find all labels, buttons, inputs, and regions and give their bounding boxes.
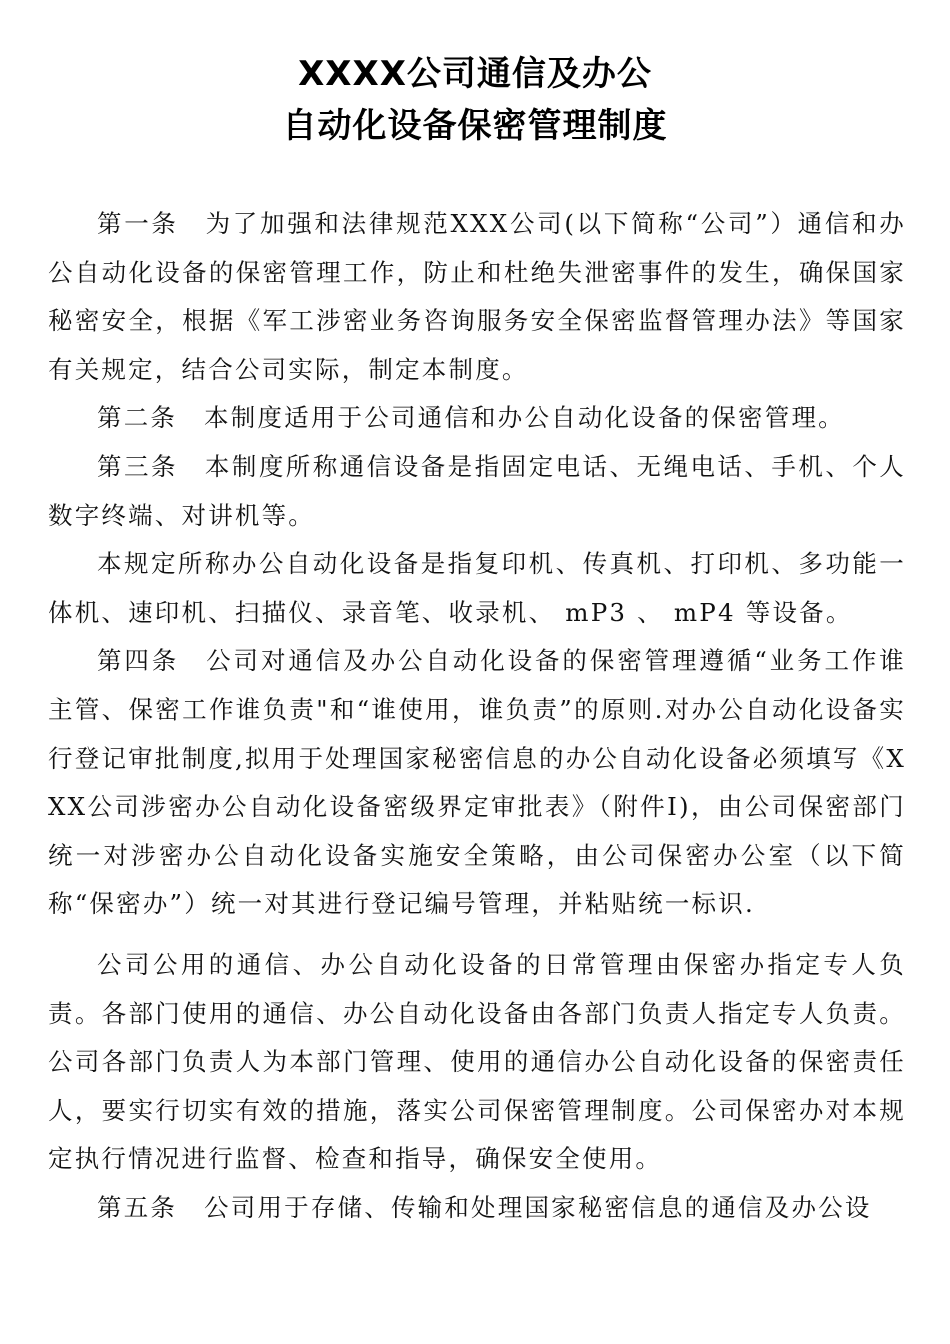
paragraph-article-3-continued xyxy=(48,540,906,637)
paragraph-text: 本规定所称办公自动化设备是指复印机、传真机、打印机、多功能一体机、速印机、扫描仪、录音笔、收录机、 mP3 、 mP4 等设备。 xyxy=(48,549,906,627)
article-number: 第五条 xyxy=(97,1192,178,1222)
paragraph-text: 公司公用的通信、办公自动化设备的日常管理由保密办指定专人负责。各部门使用的通信、办公自动化设备由各部门负责人指定专人负责。公司各部门负责人为本部门管理、使用的通信办公自动化设备的保密责任人，要实行切实有效的措施，落实公司保密管理制度。公司保密办对本规定执行情况进行监督、检查和指导，确保安全使用。 xyxy=(48,949,906,1174)
paragraph-text: 公司对通信及办公自动化设备的保密管理遵循“业务工作谁主管、保密工作谁负责"和“谁使用，谁负责”的原则.对办公自动化设备实行登记审批制度,拟用于处理国家秘密信息的办公自动化设备必须填写《XXX公司涉密办公自动化设备密级界定审批表》（附件I)，由公司保密部门统一对涉密办公自动化设备实施安全策略，由公司保密办公室（以下简称“保密办”）统一对其进行登记编号管理，并粘贴统一标识. xyxy=(48,646,906,919)
paragraph-article-4-continued xyxy=(48,941,906,1184)
paragraph-text: 本制度适用于公司通信和办公自动化设备的保密管理。 xyxy=(204,403,845,433)
document-body xyxy=(48,200,906,1232)
document-title-line1: XXXX公司通信及办公 xyxy=(298,54,652,94)
paragraph-article-1 xyxy=(48,200,906,394)
paragraph-text: 公司用于存储、传输和处理国家秘密信息的通信及办公设 xyxy=(204,1192,872,1222)
paragraph-article-3 xyxy=(48,443,906,540)
article-number: 第一条 xyxy=(97,209,179,238)
article-number: 第四条 xyxy=(97,646,180,676)
article-number: 第三条 xyxy=(97,451,178,481)
document-title-line2: 自动化设备保密管理制度 xyxy=(282,106,668,146)
article-number: 第二条 xyxy=(97,403,178,433)
paragraph-article-4 xyxy=(48,637,906,929)
paragraph-article-2 xyxy=(48,394,906,443)
paragraph-text: 本制度所称通信设备是指固定电话、无绳电话、手机、个人数字终端、对讲机等。 xyxy=(48,451,906,530)
paragraph-article-5 xyxy=(48,1184,906,1233)
paragraph-text: 为了加强和法律规范XXX公司(以下简称“公司”）通信和办公自动化设备的保密管理工作，防止和杜绝失泄密事件的发生，确保国家秘密安全，根据《军工涉密业务咨询服务安全保密监督管理办法》等国家有关规定，结合公司实际，制定本制度。 xyxy=(48,209,906,384)
